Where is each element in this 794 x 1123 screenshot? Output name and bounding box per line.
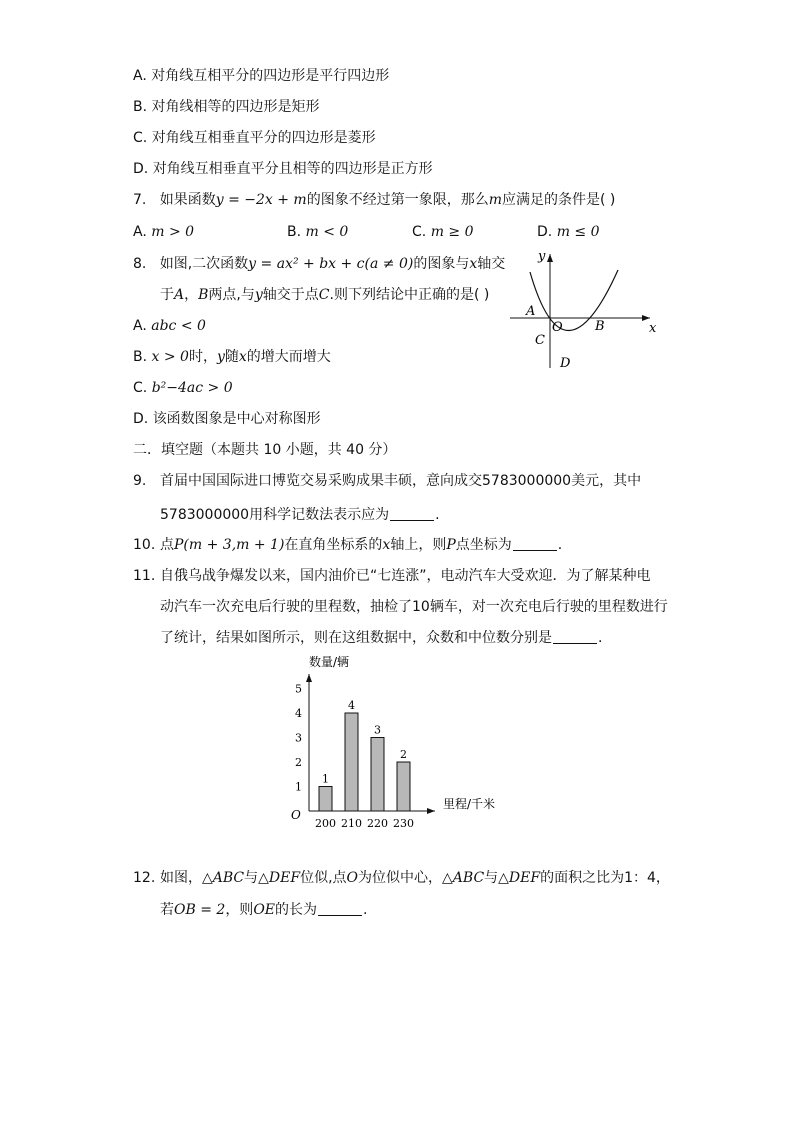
- label-a: A: [526, 304, 536, 319]
- stem-end: .: [598, 630, 603, 646]
- chart-ytick-label: 3: [295, 731, 302, 745]
- q8-stem-line1: [133, 254, 505, 274]
- q11-line2: [160, 597, 668, 617]
- triangle-label: △DEF: [498, 870, 541, 886]
- chart-ytick-label: 4: [295, 707, 302, 720]
- answer-blank[interactable]: [553, 629, 597, 644]
- question-number: 8.: [133, 256, 147, 272]
- q7-option-b: [287, 222, 348, 242]
- chart-bar-210: [345, 713, 358, 811]
- stem-text: 如图,二次函数: [159, 256, 249, 272]
- question-number: 7.: [133, 192, 147, 208]
- stem-text: 轴交于点: [262, 287, 319, 303]
- option-letter: B.: [287, 224, 302, 240]
- chart-bar-230: [397, 762, 410, 811]
- question-number: 12.: [133, 870, 156, 886]
- q9-line1: [133, 471, 641, 491]
- variable: m: [488, 192, 502, 208]
- q12-line2: [160, 900, 367, 920]
- chart-data-label: 3: [374, 723, 381, 737]
- function-expression: y = −2x + m: [215, 192, 307, 208]
- q8-parabola-figure: [500, 240, 670, 375]
- label-b: B: [595, 319, 605, 334]
- option-text: 的增大而增大: [246, 349, 331, 365]
- point-expression: P(m + 3,m + 1): [174, 537, 285, 553]
- chart-data-label: 1: [322, 772, 329, 786]
- option-letter: B.: [133, 349, 148, 365]
- answer-blank[interactable]: [513, 536, 557, 551]
- chart-category-label: 220: [367, 817, 388, 830]
- stem-text: ，: [184, 287, 199, 303]
- section-title-text: 二．填空题（本题共 10 小题，共 40 分）: [133, 442, 397, 458]
- chart-bar-220: [371, 738, 384, 812]
- stem-text: 轴上，则: [390, 537, 447, 553]
- option-expr: x > 0: [151, 349, 189, 365]
- chart-category-label: 230: [393, 817, 414, 830]
- stem-text: 在直角坐标系的: [284, 537, 383, 553]
- option-letter: C.: [133, 130, 148, 146]
- y-axis-arrow-icon: [547, 254, 553, 262]
- option-letter: C.: [412, 224, 427, 240]
- q7-option-a: [133, 222, 194, 242]
- chart-y-ticks: [295, 683, 302, 794]
- segment-label: OE: [253, 902, 276, 918]
- label-d: D: [560, 356, 571, 371]
- chart-category-label: 200: [315, 817, 336, 830]
- label-c: C: [535, 333, 545, 348]
- point-label: P: [446, 537, 456, 553]
- variable: x: [382, 537, 391, 553]
- stem-end: .: [435, 507, 440, 523]
- option-text: 该函数图象是中心对称图形: [152, 411, 321, 427]
- stem-text: 自俄乌战争爆发以来，国内油价已“七连涨”，电动汽车大受欢迎．为了解某种电: [160, 568, 651, 584]
- stem-text: 动汽车一次充电后行驶的里程数，抽检了10辆车，对一次充电后行驶的里程数进行: [160, 599, 668, 615]
- option-text: 随: [224, 349, 239, 365]
- stem-text: ，则: [225, 902, 254, 918]
- triangle-label: △ABC: [442, 870, 485, 886]
- chart-data-label: 2: [400, 748, 407, 761]
- chart-category-label: 210: [341, 817, 362, 830]
- option-letter: C.: [133, 380, 148, 396]
- chart-x-axis-arrow-icon: [427, 808, 435, 814]
- chart-ytick-label: 2: [295, 756, 302, 769]
- stem-text: 轴交: [477, 256, 506, 272]
- stem-text: 位似,点: [300, 870, 347, 886]
- option-letter: D.: [133, 161, 149, 177]
- stem-text: 两点,与: [208, 287, 255, 303]
- option-expr: m ≥ 0: [430, 224, 474, 240]
- option-expr: m < 0: [305, 224, 349, 240]
- option-letter: A.: [133, 224, 147, 240]
- option-text: 对角线互相垂直平分且相等的四边形是正方形: [152, 161, 433, 177]
- stem-text: 与: [244, 870, 259, 886]
- stem-text: 的图象与: [413, 256, 470, 272]
- q8-option-d: [133, 409, 321, 429]
- q6-option-d: [133, 159, 433, 179]
- point-label: C: [318, 287, 330, 303]
- q7-option-c: [412, 222, 474, 242]
- variable: x: [469, 256, 478, 272]
- stem-text: 应满足的条件是( ): [501, 192, 616, 208]
- stem-text: 了统计，结果如图所示，则在这组数据中，众数和中位数分别是: [160, 630, 552, 646]
- stem-text: 于: [160, 287, 174, 303]
- stem-text: 5783000000用科学记数法表示应为: [160, 507, 390, 523]
- chart-ytick-label: 5: [295, 682, 302, 696]
- stem-text: 点: [160, 537, 174, 553]
- question-number: 11.: [133, 568, 156, 584]
- q8-stem-line2: [160, 285, 489, 305]
- triangle-label: △DEF: [258, 870, 301, 886]
- question-number: 9.: [133, 473, 147, 489]
- q6-option-c: [133, 128, 376, 148]
- stem-end: .: [363, 902, 368, 918]
- stem-text: 的面积之比为1：4，: [540, 870, 670, 886]
- parabola-curve: [530, 270, 618, 331]
- option-letter: B.: [133, 99, 148, 115]
- point-label: A: [174, 287, 185, 303]
- stem-text: 如图，: [160, 870, 202, 886]
- chart-bars: [315, 699, 414, 830]
- option-text: 对角线互相垂直平分的四边形是菱形: [151, 130, 376, 146]
- question-number: 10.: [133, 537, 156, 553]
- variable: y: [254, 287, 263, 303]
- stem-text: 首届中国国际进口博览交易采购成果丰硕，意向成交5783000000美元，其中: [160, 473, 642, 489]
- answer-blank[interactable]: [390, 506, 434, 521]
- option-text: 对角线互相平分的四边形是平行四边形: [151, 68, 390, 84]
- q8-option-b: [133, 347, 331, 367]
- q6-option-b: [133, 97, 320, 117]
- option-expr: m ≤ 0: [556, 224, 600, 240]
- option-letter: D.: [133, 411, 149, 427]
- q6-option-a: [133, 66, 389, 86]
- point-label: O: [346, 870, 359, 886]
- stem-text: 点坐标为: [455, 537, 512, 553]
- function-expression: y = ax² + bx + c(a ≠ 0): [248, 256, 414, 272]
- option-text: 对角线相等的四边形是矩形: [151, 99, 320, 115]
- chart-bar-200: [319, 787, 332, 812]
- option-expr: abc < 0: [151, 318, 206, 334]
- section-title: [133, 440, 396, 460]
- stem-text: 若: [160, 902, 174, 918]
- stem-text: 的图象不经过第一象限，那么: [306, 192, 489, 208]
- label-y: y: [538, 249, 546, 264]
- stem-end: .: [557, 537, 563, 553]
- given-expression: OB = 2: [174, 902, 226, 918]
- variable: y: [216, 349, 225, 365]
- chart-ylabel: 数量/辆: [309, 655, 350, 669]
- option-letter: D.: [537, 224, 553, 240]
- label-x: x: [649, 321, 657, 336]
- answer-blank[interactable]: [318, 901, 362, 916]
- chart-origin-label: O: [291, 808, 301, 822]
- option-text: 时，: [188, 349, 217, 365]
- mileage-bar-chart: [285, 652, 515, 834]
- q9-line2: [160, 505, 440, 525]
- q8-option-c: [133, 378, 233, 398]
- q8-option-a: [133, 316, 206, 336]
- triangle-label: △ABC: [202, 870, 245, 886]
- option-expr: m > 0: [151, 224, 195, 240]
- chart-data-label: 4: [348, 699, 355, 712]
- q7-option-d: [537, 222, 600, 242]
- chart-xlabel: 里程/千米: [443, 797, 496, 811]
- q11-line3: [160, 628, 602, 648]
- stem-text: 的长为: [275, 902, 318, 918]
- stem-text: 与: [484, 870, 499, 886]
- chart-ytick-label: 1: [295, 780, 302, 794]
- q10-stem: [133, 535, 562, 555]
- option-letter: A.: [133, 68, 147, 84]
- stem-text: 为位似中心，: [358, 870, 443, 886]
- stem-text: .则下列结论中正确的是( ): [329, 287, 490, 303]
- q11-line1: [133, 566, 651, 586]
- chart-y-axis-arrow-icon: [306, 674, 312, 682]
- label-o: O: [552, 320, 563, 335]
- q7-stem: [133, 190, 615, 210]
- option-letter: A.: [133, 318, 147, 334]
- option-expr: b²−4ac > 0: [151, 380, 233, 396]
- variable: x: [238, 349, 247, 365]
- stem-text: 如果函数: [159, 192, 216, 208]
- q12-line1: [133, 868, 670, 888]
- point-label: B: [198, 287, 209, 303]
